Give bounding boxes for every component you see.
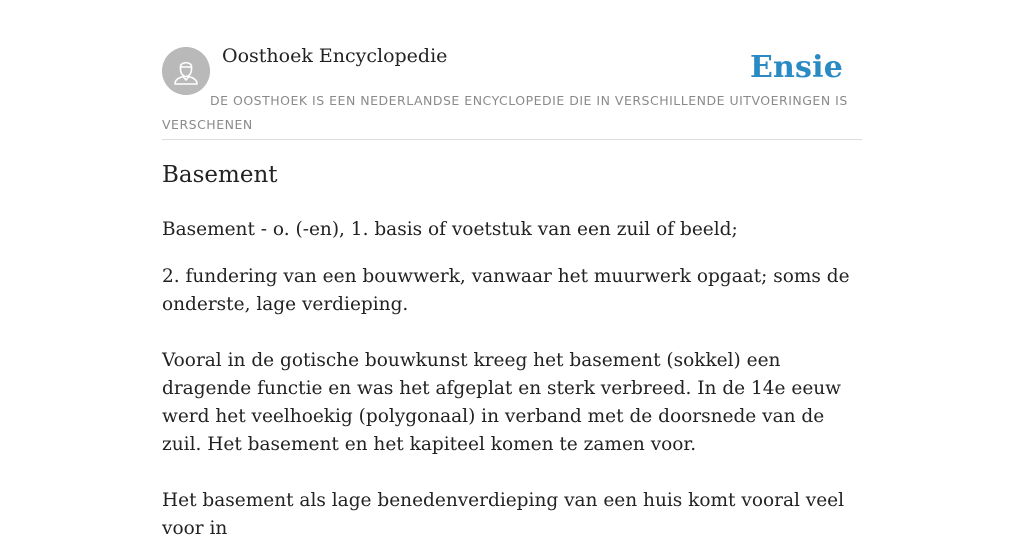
user-avatar-icon bbox=[162, 47, 210, 95]
article-paragraph: 2. fundering van een bouwwerk, vanwaar het muurwerk opgaat; soms de onderste, lage verdieping. bbox=[162, 266, 850, 315]
article-paragraph: Het basement als lage benedenverdieping van een huis komt vooral veel voor in bbox=[162, 490, 845, 539]
source-title[interactable]: Oosthoek Encyclopedie bbox=[222, 45, 448, 67]
article-body bbox=[162, 216, 862, 543]
source-header bbox=[162, 0, 862, 140]
page-container bbox=[162, 0, 862, 539]
article-title: Basement bbox=[162, 162, 278, 188]
brand-logo[interactable]: Ensie bbox=[749, 50, 843, 85]
source-avatar[interactable] bbox=[162, 47, 210, 95]
article-paragraph: Basement - o. (-en), 1. basis of voetstuk van een zuil of beeld; bbox=[162, 219, 738, 240]
source-description: DE OOSTHOEK IS EEN NEDERLANDSE ENCYCLOPEDIE DIE IN VERSCHILLENDE UITVOERINGEN IS VERSCHENEN bbox=[162, 93, 848, 132]
article-paragraph: Vooral in de gotische bouwkunst kreeg het basement (sokkel) een dragende functie en was het afgeplat en sterk verbreed. In de 14e eeuw werd het veelhoekig (polygonaal) in verband met de doorsnede van de zuil. Het basement en het kapiteel komen te zamen voor. bbox=[162, 350, 842, 455]
